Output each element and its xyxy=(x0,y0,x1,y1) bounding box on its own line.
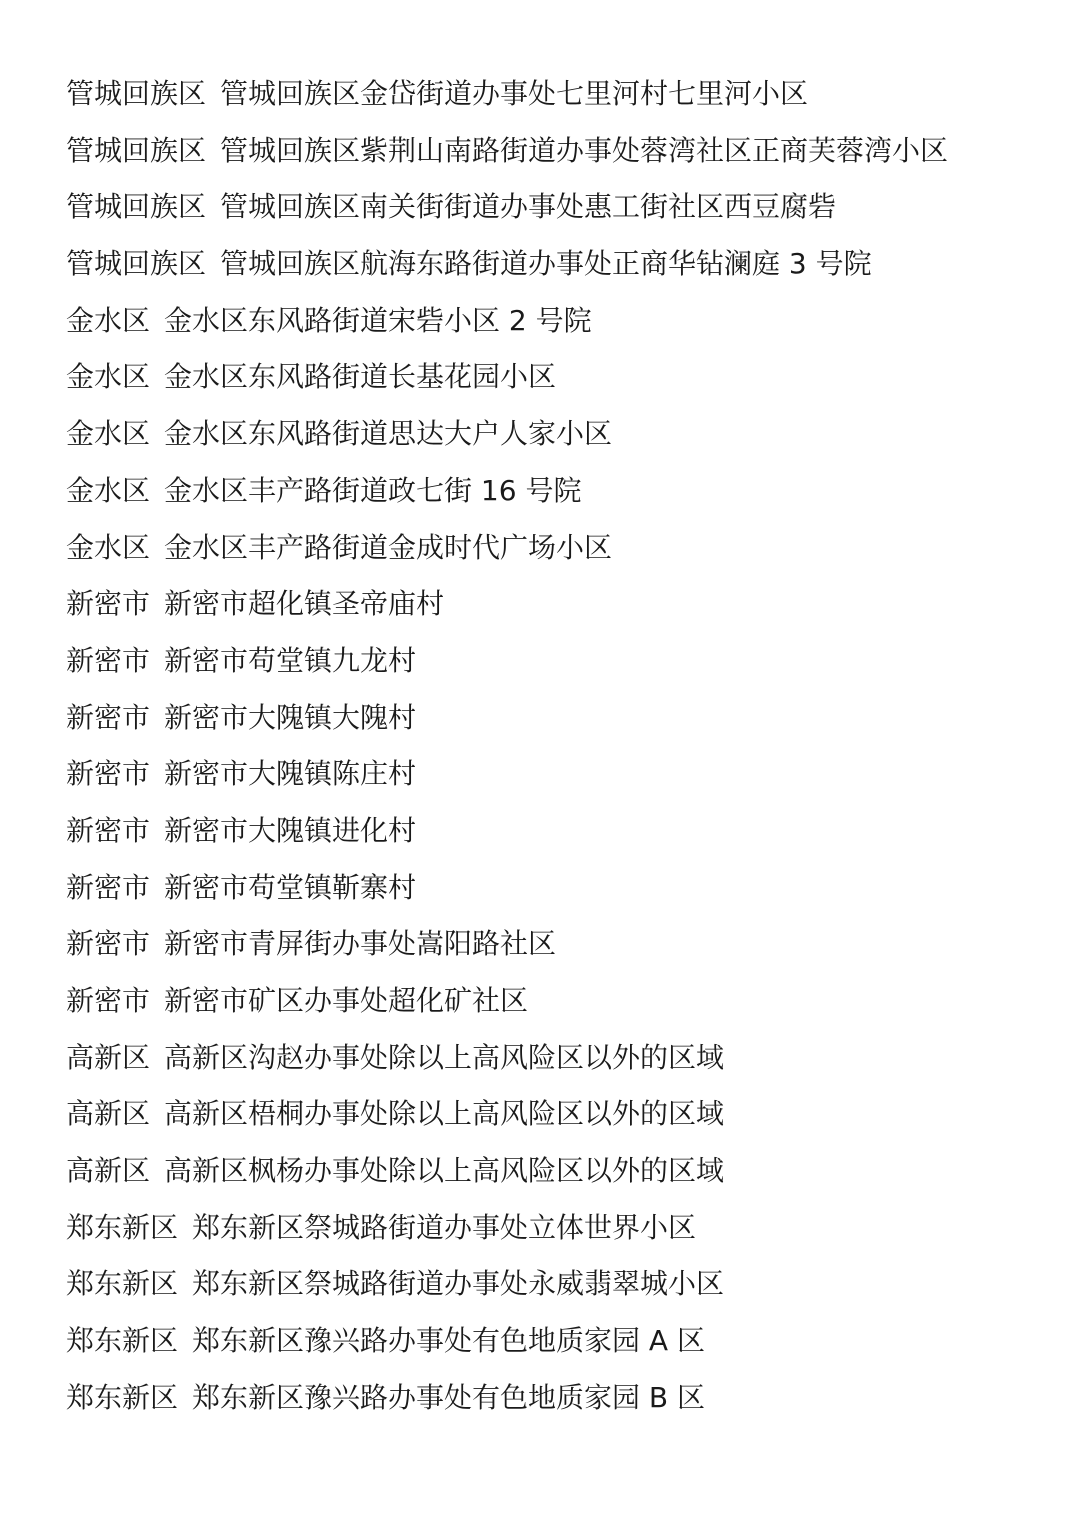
district-name: 新密市 xyxy=(66,757,151,791)
list-item xyxy=(66,1256,1056,1313)
district-name: 郑东新区 xyxy=(66,1380,179,1414)
location-name: 新密市苟堂镇九龙村 xyxy=(164,643,417,677)
list-item xyxy=(66,179,1056,236)
list-item xyxy=(66,123,1056,180)
list-item xyxy=(66,576,1056,633)
location-name: 郑东新区祭城路街道办事处永威翡翠城小区 xyxy=(192,1267,725,1301)
list-item xyxy=(66,406,1056,463)
list-item xyxy=(66,1200,1056,1257)
location-name: 新密市矿区办事处超化矿社区 xyxy=(164,984,529,1017)
location-name: 金水区丰产路街道金成时代广场小区 xyxy=(164,530,613,564)
location-name: 管城回族区金岱街道办事处七里河村七里河小区 xyxy=(220,77,809,110)
location-name: 郑东新区豫兴路办事处有色地质家园 A 区 xyxy=(192,1324,705,1358)
district-name: 金水区 xyxy=(66,360,151,394)
district-name: 新密市 xyxy=(66,643,151,677)
district-name: 金水区 xyxy=(66,417,151,451)
list-item xyxy=(66,236,1056,293)
list-item xyxy=(66,916,1056,973)
list-item xyxy=(66,860,1056,917)
location-name: 高新区枫杨办事处除以上高风险区以外的区域 xyxy=(164,1154,725,1188)
list-item xyxy=(66,803,1056,860)
district-name: 郑东新区 xyxy=(66,1324,179,1358)
district-name: 管城回族区 xyxy=(66,77,207,110)
district-name: 新密市 xyxy=(66,813,151,847)
list-item xyxy=(66,520,1056,577)
district-name: 高新区 xyxy=(66,1154,151,1188)
district-name: 新密市 xyxy=(66,984,151,1017)
district-name: 金水区 xyxy=(66,530,151,564)
location-name: 管城回族区南关街街道办事处惠工街社区西豆腐砦 xyxy=(220,190,837,224)
district-name: 高新区 xyxy=(66,1040,151,1074)
district-name: 新密市 xyxy=(66,587,151,621)
location-name: 金水区丰产路街道政七街 16 号院 xyxy=(164,473,582,507)
location-name: 金水区东风路街道思达大户人家小区 xyxy=(164,417,613,451)
location-name: 郑东新区祭城路街道办事处立体世界小区 xyxy=(192,1210,697,1244)
location-name: 高新区沟赵办事处除以上高风险区以外的区域 xyxy=(164,1040,725,1074)
district-name: 管城回族区 xyxy=(66,247,207,281)
district-name: 新密市 xyxy=(66,927,151,961)
location-name: 管城回族区航海东路街道办事处正商华钻澜庭 3 号院 xyxy=(220,247,872,281)
location-name: 新密市大隗镇大隗村 xyxy=(164,700,417,734)
list-item xyxy=(66,1086,1056,1143)
location-name: 管城回族区紫荆山南路街道办事处蓉湾社区正商芙蓉湾小区 xyxy=(220,133,949,167)
list-item xyxy=(66,746,1056,803)
district-name: 管城回族区 xyxy=(66,190,207,224)
location-name: 郑东新区豫兴路办事处有色地质家园 B 区 xyxy=(192,1380,706,1414)
list-item xyxy=(66,293,1056,350)
area-list xyxy=(66,66,1056,1427)
list-item xyxy=(66,1370,1056,1427)
district-name: 新密市 xyxy=(66,870,151,904)
district-name: 高新区 xyxy=(66,1097,151,1131)
location-name: 金水区东风路街道宋砦小区 2 号院 xyxy=(164,303,592,337)
list-item xyxy=(66,1143,1056,1200)
district-name: 金水区 xyxy=(66,473,151,507)
location-name: 新密市超化镇圣帝庙村 xyxy=(164,587,445,621)
location-name: 新密市青屏街办事处嵩阳路社区 xyxy=(164,927,557,961)
district-name: 郑东新区 xyxy=(66,1210,179,1244)
list-item xyxy=(66,973,1056,1030)
list-item xyxy=(66,690,1056,747)
location-name: 新密市大隗镇进化村 xyxy=(164,813,417,847)
list-item xyxy=(66,66,1056,123)
list-item xyxy=(66,1030,1056,1087)
location-name: 高新区梧桐办事处除以上高风险区以外的区域 xyxy=(164,1097,725,1131)
list-item xyxy=(66,349,1056,406)
location-name: 新密市苟堂镇靳寨村 xyxy=(164,870,417,904)
list-item xyxy=(66,1313,1056,1370)
district-name: 郑东新区 xyxy=(66,1267,179,1301)
district-name: 新密市 xyxy=(66,700,151,734)
list-item xyxy=(66,633,1056,690)
location-name: 新密市大隗镇陈庄村 xyxy=(164,757,417,791)
district-name: 管城回族区 xyxy=(66,133,207,167)
district-name: 金水区 xyxy=(66,303,151,337)
location-name: 金水区东风路街道长基花园小区 xyxy=(164,360,557,394)
list-item xyxy=(66,463,1056,520)
